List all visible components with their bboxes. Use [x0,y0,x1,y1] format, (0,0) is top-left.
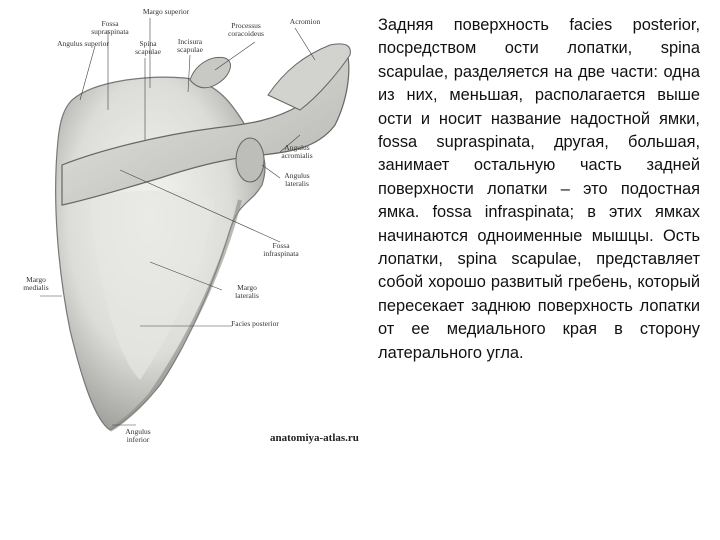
label-fossa-infraspinata: Fossa infraspinata [263,241,299,258]
label-incisura-scapulae: Incisura scapulae [177,37,203,54]
label-acromion: Acromion [289,17,321,26]
label-angulus-lateralis: Angulus lateralis [284,171,310,188]
label-margo-lateralis: Margo lateralis [235,283,259,300]
label-angulus-acromialis: Angulus acromialis [281,143,313,160]
label-angulus-inferior: Angulus inferior [125,427,151,444]
watermark-text: anatomiya-atlas.ru [270,432,359,444]
label-processus-coracoideus: Processus coracoideus [228,21,264,38]
coracoid-shape [190,57,230,87]
label-fossa-supraspinata: Fossa supraspinata [91,19,129,36]
lateral-angle-shape [236,138,264,182]
label-facies-posterior: Facies posterior [231,319,279,328]
label-angulus-superior: Angulus superior [57,39,109,48]
label-margo-medialis: Margo medialis [23,275,49,292]
description-paragraph: Задняя поверхность facies posterior, посредством ости лопатки, spina scapulae, разделяется на две части: одна из них, меньшая, располагается выше ости и носит название надостной ямки, fossa supraspinata, другая, большая, занимает остальную часть задней поверхности лопатки – это подостная ямка. fossa infraspinata; в этих ямках начинаются одноименные мышцы. Ость лопатки, spina scapulae, представляет собой хорошо развитый гребень, который пересекает заднюю поверхность лопатки от ее медиального края в сторону латерального угла. [378,16,700,362]
label-margo-superior: Margo superior [142,7,190,16]
label-spina-scapulae: Spina scapulae [135,39,161,56]
